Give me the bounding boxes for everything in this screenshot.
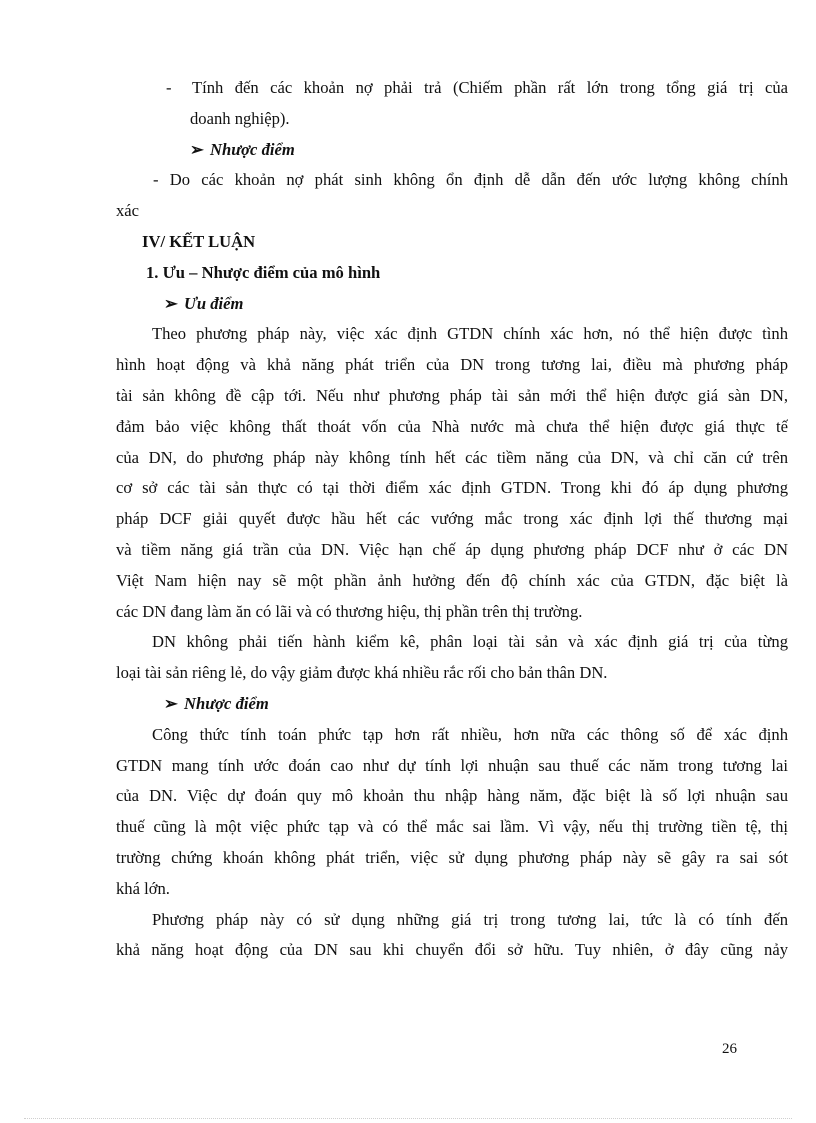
advantage-heading-label: Ưu điểm	[184, 293, 244, 313]
paragraph-line: tài sản không đề cập tới. Nếu như phương pháp tài sản mới thể hiện được giá sàn DN,	[116, 385, 788, 405]
arrow-bullet-icon: ➢	[190, 139, 204, 159]
dash-list-item	[116, 73, 788, 104]
paragraph-line: và tiềm năng giá trần của DN. Việc hạn chế áp dụng phương pháp DCF như ở các DN	[116, 539, 788, 559]
disadvantage-heading-2	[116, 689, 788, 720]
paragraph-line: của DN. Việc dự đoán quy mô khoản thu nhập hàng năm, đặc biệt là số lợi nhuận sau	[116, 786, 788, 806]
paragraph-line: hình hoạt động và khả năng phát triển của DN trong tương lai, điều mà phương pháp	[116, 355, 788, 375]
paragraph-line: trường chứng khoán không phát triển, việc sử dụng phương pháp này sẽ gây ra sai sót	[116, 847, 788, 867]
paragraph-line: Công thức tính toán phức tạp hơn rất nhiều, hơn nữa các thông số để xác định	[152, 724, 788, 744]
disadvantage-heading-2-label: Nhược điểm	[184, 693, 269, 713]
arrow-bullet-icon: ➢	[164, 293, 178, 313]
paragraph-line: thuế cũng là một việc phức tạp và có thể mắc sai lầm. Vì vậy, nếu thị trường tiền tệ, thị	[116, 817, 788, 837]
paragraph-line: pháp DCF giải quyết được hầu hết các vướng mắc trong xác định lợi thế thương mại	[116, 509, 788, 529]
paragraph-line: khá lớn.	[116, 878, 170, 898]
page-number: 26	[722, 1041, 737, 1057]
paragraph-3	[116, 720, 788, 905]
paragraph-line: các DN đang làm ăn có lãi và có thương hiệu, thị phần trên thị trường.	[116, 601, 583, 621]
disadvantage-heading-1	[116, 135, 788, 166]
paragraph-line: cơ sở các tài sản thực có tại thời điểm xác định GTDN. Trong khi đó áp dụng phương	[116, 478, 788, 498]
paragraph-line: Việt Nam hiện nay sẽ một phần ảnh hưởng đến độ chính xác của GTDN, đặc biệt là	[116, 570, 788, 590]
paragraph-line: khả năng hoạt động của DN sau khi chuyển đổi sở hữu. Tuy nhiên, ở đây cũng nảy	[116, 940, 788, 960]
advantage-heading	[116, 289, 788, 320]
arrow-bullet-icon: ➢	[164, 693, 178, 713]
page-bottom-divider	[24, 1118, 792, 1119]
disadvantage-heading-1-label: Nhược điểm	[210, 139, 295, 159]
subsection-heading: 1. Ưu – Nhược điểm của mô hình	[146, 262, 381, 282]
paragraph-line: của DN, do phương pháp này không tính hết các tiềm năng của DN, và chỉ căn cứ trên	[116, 447, 788, 467]
paragraph-line: loại tài sản riêng lẻ, do vậy giảm được khá nhiều rắc rối cho bản thân DN.	[116, 663, 608, 683]
disadvantage-text-1-line-2: xác	[116, 201, 140, 221]
paragraph-line: Phương pháp này có sử dụng những giá trị trong tương lai, tức là có tính đến	[152, 909, 788, 929]
paragraph-4	[116, 905, 788, 967]
disadvantage-text-1-line-1: - Do các khoản nợ phát sinh không ổn định dễ dẫn đến ước lượng không chính	[153, 170, 788, 190]
paragraph-line: đảm bảo việc không thất thoát vốn của Nhà nước mà chưa thể hiện được giá thực tế	[116, 416, 788, 436]
dash-item-text-line-2: doanh nghiệp).	[190, 108, 290, 128]
page-body	[116, 73, 788, 966]
paragraph-line: Theo phương pháp này, việc xác định GTDN chính xác hơn, nó thể hiện được tình	[152, 324, 788, 344]
paragraph-2	[116, 627, 788, 689]
section-heading: IV/ KẾT LUẬN	[142, 231, 256, 251]
dash-item-text-line-1: Tính đến các khoản nợ phải trả (Chiếm phần rất lớn trong tổng giá trị của	[192, 78, 788, 97]
paragraph-line: DN không phải tiến hành kiểm kê, phân loại tài sản và xác định giá trị của từng	[152, 632, 788, 652]
paragraph-1	[116, 319, 788, 627]
dash-marker: -	[166, 78, 172, 97]
paragraph-line: GTDN mang tính ước đoán cao như dự tính lợi nhuận sau thuế các năm trong tương lai	[116, 755, 788, 775]
